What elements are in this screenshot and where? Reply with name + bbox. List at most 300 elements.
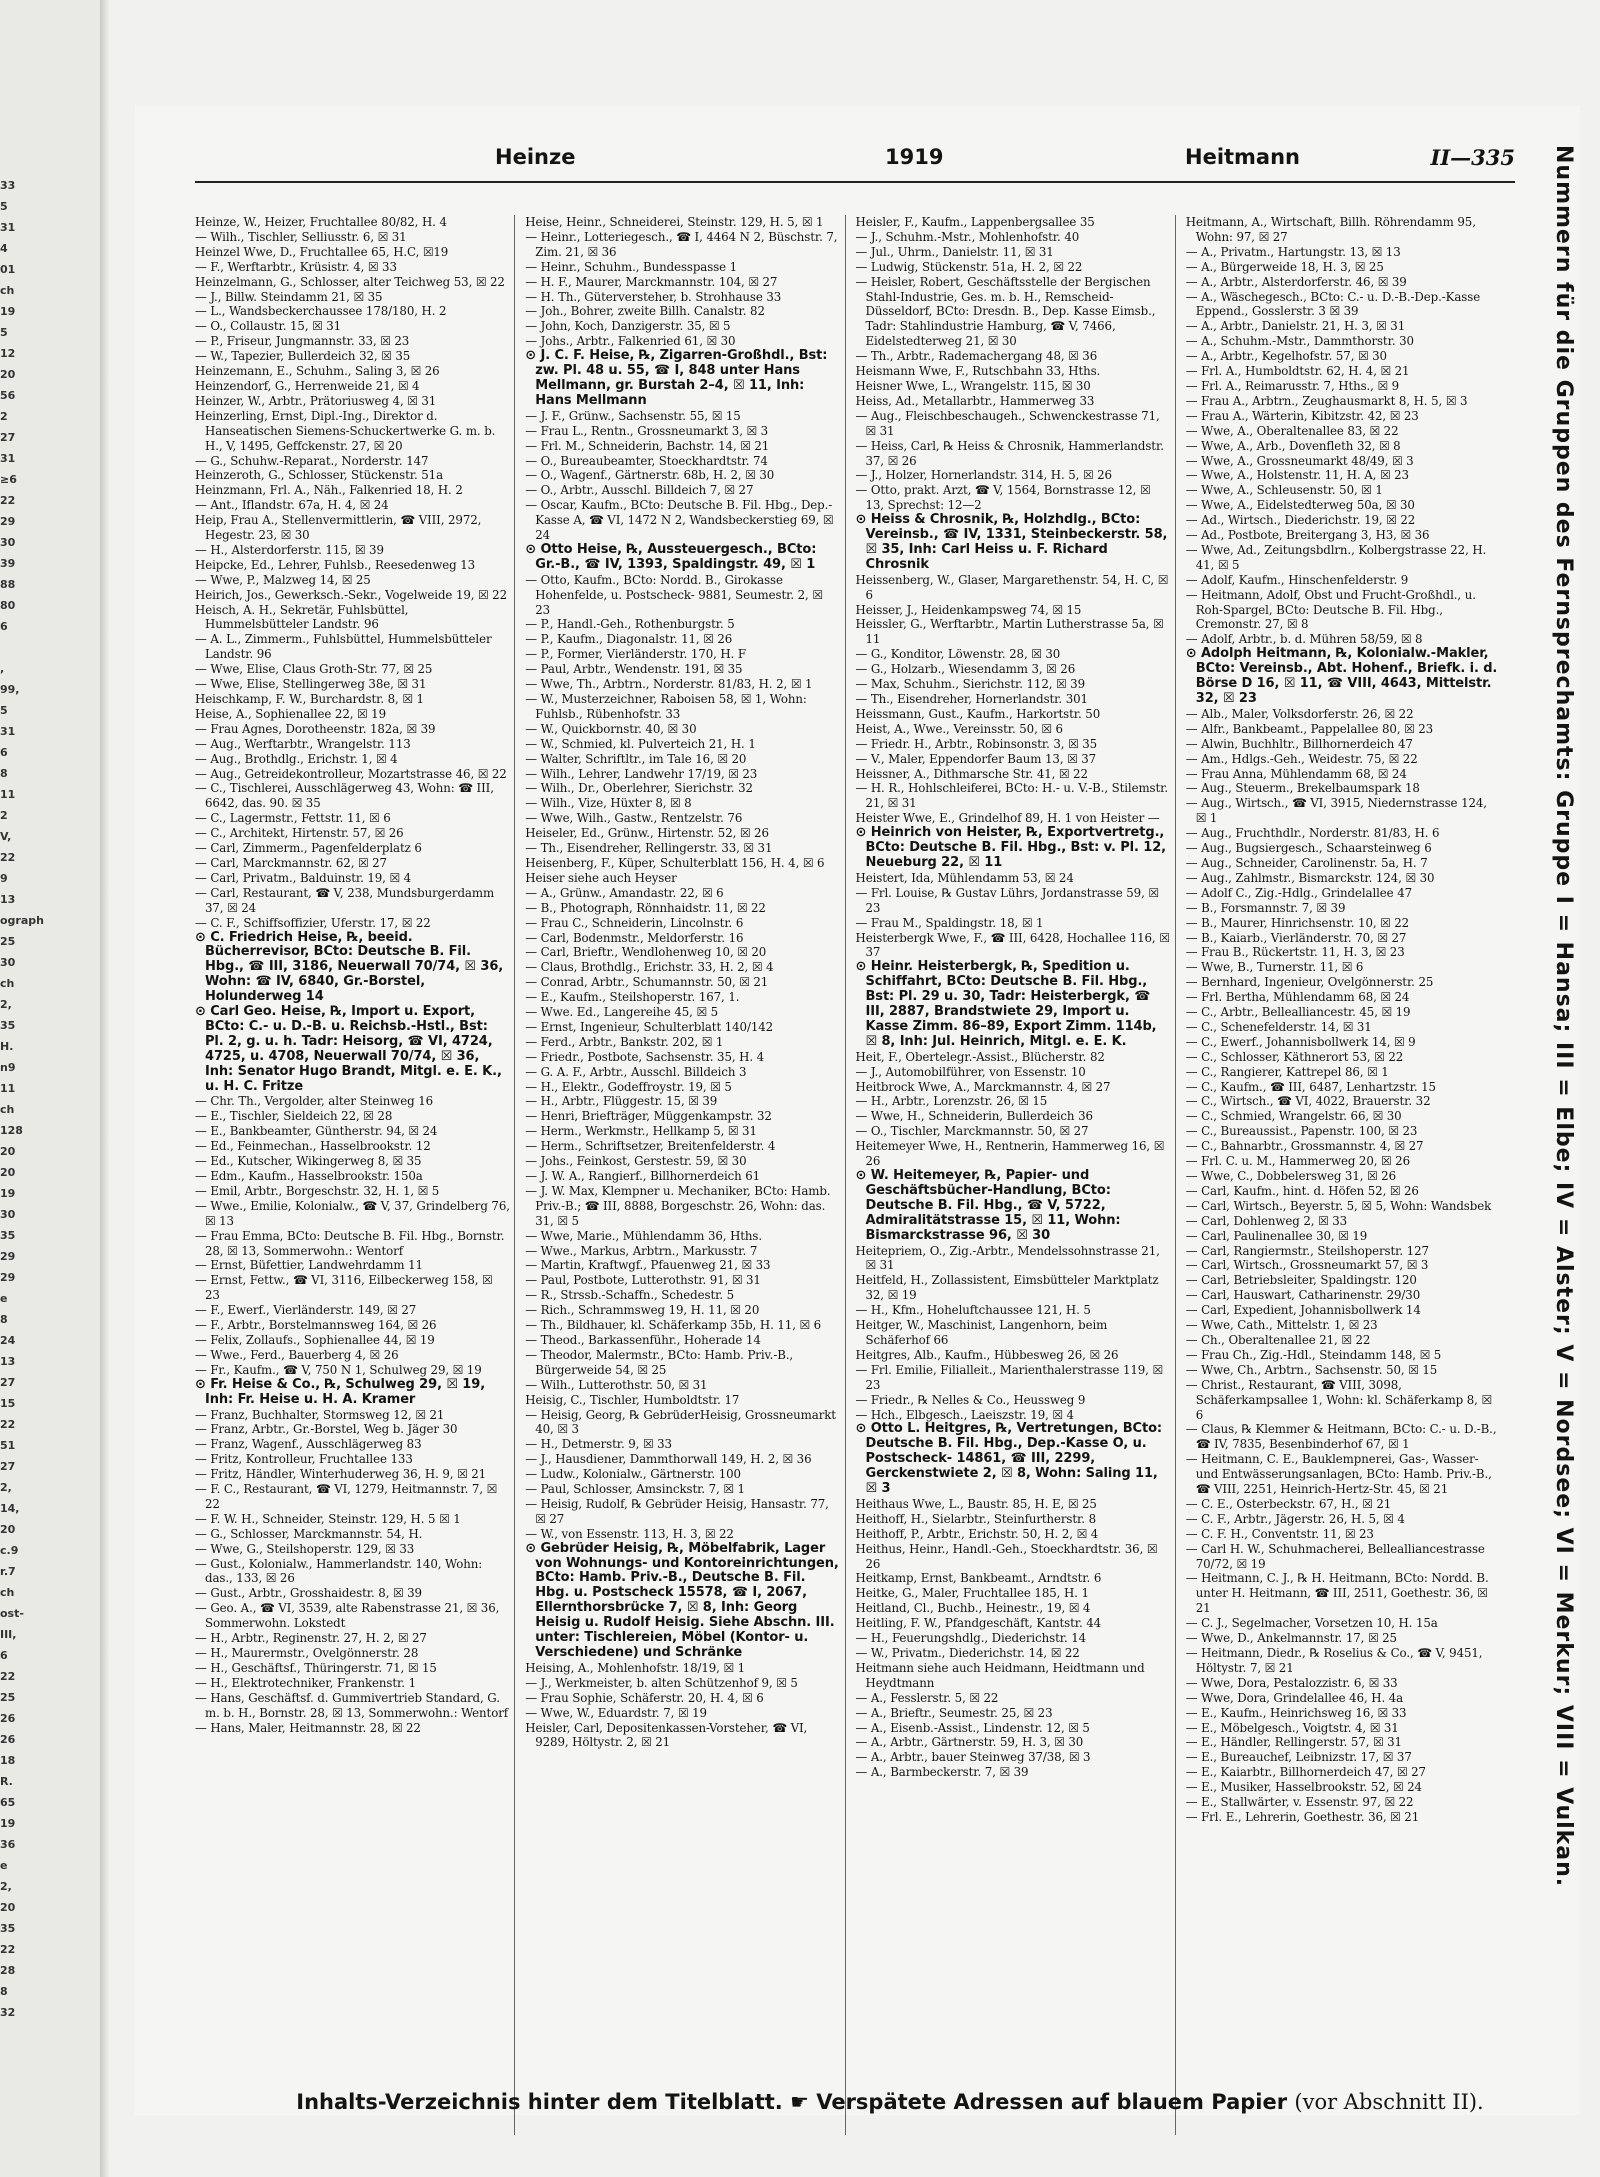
directory-entry: — H., Arbtr., Reginenstr. 27, H. 2, ☒ 27 (195, 1631, 427, 1646)
directory-entry: — A., Fesslerstr. 5, ☒ 22 (855, 1690, 999, 1705)
directory-entry: — Bernhard, Ingenieur, Ovelgönnerstr. 25 (1185, 975, 1434, 990)
directory-entry: — Paul, Schlosser, Amsinckstr. 7, ☒ 1 (525, 1482, 745, 1497)
directory-entry: — Frau A., Wärterin, Kibitzstr. 42, ☒ 23 (1185, 408, 1419, 423)
directory-entry: Heissler, G., Werftarbtr., Martin Lutherstrasse 5a, ☒ 11 (855, 617, 1164, 647)
directory-entry: — Carl, Paulinenallee 30, ☒ 19 (1185, 1228, 1368, 1243)
facing-page-fragment: III, (0, 1628, 17, 1641)
directory-entry: — Claus, ℞ Klemmer & Heitmann, BCto: C.- u. D.-B., ☎ IV, 7835, Besenbinderhof 67, ☒ 1 (1185, 1422, 1497, 1452)
directory-entry: — E., Möbelgesch., Voigtstr. 4, ☒ 31 (1185, 1720, 1399, 1735)
directory-entry: — A., Arbtr., Alsterdorferstr. 46, ☒ 39 (1185, 274, 1407, 289)
directory-entry: — A., Arbtr., bauer Steinweg 37/38, ☒ 3 (855, 1750, 1091, 1765)
directory-entry: — Wwe, Marie., Mühlendamm 36, Hths. (525, 1228, 763, 1243)
facing-page-fragment: 2, (0, 1481, 12, 1494)
directory-entry: — Gust., Kolonialw., Hammerlandstr. 140, Wohn: das., 133, ☒ 26 (195, 1556, 483, 1586)
directory-entry: — Ed., Feinmechan., Hasselbrookstr. 12 (195, 1139, 431, 1154)
directory-entry: — L., Wandsbeckerchaussee 178/180, H. 2 (195, 304, 447, 319)
directory-entry: — Wwe, B., Turnerstr. 11, ☒ 6 (1185, 960, 1364, 975)
directory-entry: — Wwe, C., Dobbelersweg 31, ☒ 26 (1185, 1169, 1396, 1183)
directory-entry: — A., Eisenb.-Assist., Lindenstr. 12, ☒ 5 (855, 1720, 1090, 1735)
facing-page-fragment: 24 (0, 1334, 16, 1347)
facing-page-fragment: 14, (0, 1502, 20, 1515)
directory-entry: Heitger, W., Maschinist, Langenhorn, beim Schäferhof 66 (855, 1318, 1108, 1347)
directory-entry: Heinzmann, Frl. A., Näh., Falkenried 18, H. 2 (195, 483, 463, 498)
directory-entry: — Carl, Wirtsch., Beyerstr. 5, ☒ 5, Wohn: Wandsbek (1185, 1198, 1492, 1213)
directory-entry: — C. E., Osterbeckstr. 67, H., ☒ 21 (1185, 1496, 1392, 1511)
directory-entry: — Frl. Louise, ℞ Gustav Lührs, Jordanstrasse 59, ☒ 23 (855, 885, 1159, 915)
directory-entry: — Frl. A., Humboldtstr. 62, H. 4, ☒ 21 (1185, 364, 1410, 379)
left-page-strip (0, 0, 110, 2177)
directory-entry: — Carl, Brieftr., Wendlohenweg 10, ☒ 20 (525, 945, 767, 960)
facing-page-fragment: 11 (0, 1082, 16, 1095)
directory-entry: — Heisler, Robert, Geschäftsstelle der Bergischen Stahl-Industrie, Ges. m. b. H., Remscheid-Düsseldorf, BCto: Dresdn. B., Dep. Kasse Eimsb., Tadr: Stahlindustrie Hamburg, ☎ V, 7466, Eidelstedterweg 21, ☒ 30 (855, 274, 1156, 349)
directory-entry: Heinze, W., Heizer, Fruchtallee 80/82, H. 4 (195, 215, 447, 229)
directory-entry: Heise, A., Sophienallee 22, ☒ 19 (195, 706, 386, 721)
directory-page (135, 105, 1580, 2115)
facing-page-fragment: e (0, 1292, 8, 1305)
facing-page-fragment: 5 (0, 326, 8, 339)
directory-entry: — Frl. Emilie, Filialleit., Marienthalerstrasse 119, ☒ 23 (855, 1362, 1163, 1392)
directory-entry: — Jul., Uhrm., Danielstr. 11, ☒ 31 (855, 244, 1054, 259)
directory-entry: — O., Tischler, Marckmannstr. 50, ☒ 27 (855, 1124, 1089, 1139)
directory-entry: — Frau Agnes, Dorotheenstr. 182a, ☒ 39 (195, 721, 436, 736)
header-first-entry: Heinze (495, 145, 576, 169)
directory-entry: Heisser, J., Heidenkampsweg 74, ☒ 15 (855, 602, 1082, 617)
facing-page-fragment: 13 (0, 893, 16, 906)
directory-entry: — B., Kaiarb., Vierländerstr. 70, ☒ 27 (1185, 930, 1407, 945)
directory-entry: — Frau L., Rentn., Grossneumarkt 3, ☒ 3 (525, 423, 769, 438)
column-3 (856, 215, 1176, 2135)
directory-entry: — G. A. F., Arbtr., Ausschl. Billdeich 3 (525, 1064, 747, 1079)
directory-entry: — Hans, Maler, Heitmannstr. 28, ☒ 22 (195, 1720, 421, 1735)
directory-entry: — B., Forsmannstr. 7, ☒ 39 (1185, 900, 1346, 915)
facing-page-fragment: 20 (0, 368, 16, 381)
facing-page-fragment: 2 (0, 809, 8, 822)
directory-entry: — Wwe, A., Eidelstedterweg 50a, ☒ 30 (1185, 498, 1415, 513)
directory-entry: — Franz, Buchhalter, Stormsweg 12, ☒ 21 (195, 1407, 445, 1422)
facing-page-fragment: 22 (0, 851, 16, 864)
facing-page-fragment: , (0, 662, 5, 675)
directory-entry: — J. W. A., Rangierf., Billhornerdeich 61 (525, 1169, 761, 1183)
facing-page-fragment: 20 (0, 1166, 16, 1179)
facing-page-fragment: V, (0, 830, 12, 843)
facing-page-fragment: 27 (0, 1376, 16, 1389)
directory-entry: ⊙ C. Friedrich Heise, ℞, beeid. Bücherrevisor, BCto: Deutsche B. Fil. Hbg., ☎ III, 3186, Neuerwall 70/74, ☒ 36, Wohn: ☎ IV, 6840, Gr.-Borstel, Holunderweg 14 (195, 929, 504, 1005)
facing-page-fragment: n9 (0, 1061, 16, 1074)
directory-entry: — F., Ewerf., Vierländerstr. 149, ☒ 27 (195, 1303, 417, 1318)
directory-entry: — Wwe, H., Schneiderin, Bullerdeich 36 (855, 1109, 1093, 1124)
directory-entry: Heischkamp, F. W., Burchardstr. 8, ☒ 1 (195, 692, 424, 706)
directory-entry: — A., Schuhm.-Mstr., Dammthorstr. 30 (1185, 334, 1414, 349)
directory-entry: — Wwe, G., Steilshoperstr. 129, ☒ 33 (195, 1541, 415, 1556)
facing-page-fragment: 56 (0, 389, 16, 402)
directory-entry: — C., Bureaussist., Papenstr. 100, ☒ 23 (1185, 1124, 1418, 1139)
directory-entry: — Adolf C., Zig.-Hdlg., Grindelallee 47 (1185, 885, 1413, 900)
directory-entry: — A., Brieftr., Seumestr. 25, ☒ 23 (855, 1705, 1053, 1720)
directory-entry: — Johs., Feinkost, Gerstestr. 59, ☒ 30 (525, 1154, 747, 1169)
directory-entry: — Adolf, Arbtr., b. d. Mühren 58/59, ☒ 8 (1185, 632, 1423, 647)
facing-page-fragment: r.7 (0, 1565, 16, 1578)
directory-entry: — Carl, Privatm., Balduinstr. 19, ☒ 4 (195, 870, 412, 885)
directory-entry: — E., Bureauchef, Leibnizstr. 17, ☒ 37 (1185, 1750, 1412, 1765)
facing-page-fragment: 30 (0, 956, 16, 969)
directory-entry: — Frl. M., Schneiderin, Bachstr. 14, ☒ 21 (525, 438, 770, 453)
facing-page-fragment: 27 (0, 1460, 16, 1473)
facing-page-fragment: 5 (0, 704, 8, 717)
directory-entry: — Ch., Oberaltenallee 21, ☒ 22 (1185, 1332, 1371, 1347)
facing-page-fragment: 128 (0, 1124, 23, 1137)
facing-page-fragment: 20 (0, 1145, 16, 1158)
directory-entry: Heitmann siehe auch Heidmann, Heidtmann und Heydtmann (855, 1660, 1145, 1690)
directory-entry: — B., Maurer, Hinrichsenstr. 10, ☒ 22 (1185, 915, 1410, 930)
directory-entry: — Hans, Geschäftsf. d. Gummivertrieb Standard, G. m. b. H., Bornstr. 28, ☒ 13, Sommerwohn.: Wentorf (195, 1690, 509, 1720)
directory-entry: Heist, A., Wwe., Vereinsstr. 50, ☒ 6 (855, 721, 1063, 736)
directory-entry: ⊙ Gebrüder Heisig, ℞, Möbelfabrik, Lager von Wohnungs- und Kontoreinrichtungen, BCto: Hamb. Priv.-B., Deutsche B. Fil. Hbg. u. Postscheck 15578, ☎ I, 2067, Ellernthorsbrücke 7, ☒ 8, Inh: Georg Heisig u. Rudolf Heisig. Siehe Abschn. III. unter: Tischlereien, Möbel (Kontor- u. Verschiedene) und Schränke (525, 1540, 839, 1660)
header-year: 1919 (885, 145, 944, 169)
directory-entry: Heithoff, P., Arbtr., Erichstr. 50, H. 2, ☒ 4 (855, 1526, 1099, 1541)
facing-page-fragment: R. (0, 1775, 13, 1788)
directory-entry: Heisch, A. H., Sekretär, Fuhlsbüttel, Hummelsbütteler Landstr. 96 (195, 602, 409, 632)
facing-page-fragment: 31 (0, 221, 16, 234)
directory-entry: — A., Wäschegesch., BCto: C.- u. D.-B.-Dep.-Kasse Eppend., Gosslerstr. 3 ☒ 39 (1185, 289, 1481, 319)
directory-entry: — Otto, prakt. Arzt, ☎ V, 1564, Bornstrasse 12, ☒ 13, Sprechst: 12—2 (855, 483, 1151, 513)
facing-page-fragment: e (0, 1859, 8, 1872)
directory-entry: — E., Kaufm., Steilshoperstr. 167, 1. (525, 990, 740, 1005)
directory-entry: — Theodor, Malermstr., BCto: Hamb. Priv.-B., Bürgerweide 54, ☒ 25 (525, 1347, 794, 1377)
directory-entry: — Otto, Kaufm., BCto: Nordd. B., Girokasse Hohenfelde, u. Postscheck- 9881, Seumestr. 2, ☒ 23 (525, 572, 823, 617)
directory-entry: ⊙ Fr. Heise & Co., ℞, Schulweg 29, ☒ 19, Inh: Fr. Heise u. H. A. Kramer (195, 1376, 486, 1407)
directory-entry: Heissenberg, W., Glaser, Margarethenstr. 54, H. C, ☒ 6 (855, 572, 1169, 602)
directory-entry: — Fr., Kaufm., ☎ V, 750 N 1, Schulweg 29, ☒ 19 (195, 1362, 482, 1377)
directory-entry: ⊙ Heiss & Chrosnik, ℞, Holzhdlg., BCto: Vereinsb., ☎ IV, 1331, Steinbeckerstr. 58, ☒ 35, Inh: Carl Heiss u. F. Richard Chrosnik (855, 512, 1168, 572)
directory-entry: — G., Holzarb., Wiesendamm 3, ☒ 26 (855, 662, 1076, 677)
directory-entry: — Henri, Briefträger, Müggenkampstr. 32 (525, 1109, 772, 1124)
directory-entry: — A., Arbtr., Kegelhofstr. 57, ☒ 30 (1185, 349, 1387, 364)
directory-entry: — J. F., Grünw., Sachsenstr. 55, ☒ 15 (525, 408, 741, 423)
page-number: II—335 (1430, 145, 1515, 170)
facing-page-fragment: ch (0, 284, 15, 297)
directory-entry: — Franz, Arbtr., Gr.-Borstel, Weg b. Jäger 30 (195, 1422, 458, 1437)
directory-entry: — Aug., Werftarbtr., Wrangelstr. 113 (195, 736, 411, 751)
directory-entry: — Heitmann, C. E., Bauklempnerei, Gas-, Wasser- und Entwässerungsanlagen, BCto: Hamb. Priv.-B., ☎ VIII, 2251, Heinrich-Hertz-Str. 45, ☒ 21 (1185, 1452, 1492, 1497)
directory-entry: — P., Friseur, Jungmannstr. 33, ☒ 23 (195, 334, 410, 349)
directory-entry: — Friedr., Postbote, Sachsenstr. 35, H. 4 (525, 1049, 765, 1064)
facing-page-fragment: 29 (0, 1250, 16, 1263)
directory-entry: — F. W. H., Schneider, Steinstr. 129, H. 5 ☒ 1 (195, 1511, 461, 1526)
directory-entry: ⊙ Otto L. Heitgres, ℞, Vertretungen, BCto: Deutsche B. Fil. Hbg., Dep.-Kasse O, u. Postscheck- 14861, ☎ III, 2299, Gerckenstwiete 2, ☒ 8, Wohn: Saling 11, ☒ 3 (855, 1421, 1163, 1497)
directory-entry: — C., Schlosser, Käthnerort 53, ☒ 22 (1185, 1049, 1404, 1064)
facing-page-fragment: 27 (0, 431, 16, 444)
directory-entry: — H., Kfm., Hoheluftchaussee 121, H. 5 (855, 1303, 1091, 1318)
directory-entry: — Th., Arbtr., Rademachergang 48, ☒ 36 (855, 349, 1098, 364)
directory-entry: — Heitmann, Diedr., ℞ Roselius & Co., ☎ V, 9451, Höltystr. 7, ☒ 21 (1185, 1646, 1483, 1675)
directory-entry: — P., Handl.-Geh., Rothenburgstr. 5 (525, 617, 735, 632)
directory-entry: — H., Arbtr., Lorenzstr. 26, ☒ 15 (855, 1094, 1048, 1109)
facing-page-fragment: 2 (0, 410, 8, 423)
directory-entry: — Wwe, Wilh., Gastw., Rentzelstr. 76 (525, 811, 743, 826)
directory-entry: — Herm., Werkmstr., Hellkamp 5, ☒ 31 (525, 1124, 757, 1139)
directory-entry: — Carl, Hauswart, Catharinenstr. 29/30 (1185, 1288, 1421, 1303)
directory-entry: — Aug., Wirtsch., ☎ VI, 3915, Niedernstrasse 124, ☒ 1 (1185, 796, 1487, 826)
facing-page-fragment: H. (0, 1040, 14, 1053)
directory-entry: Heiss, Ad., Metallarbtr., Hammerweg 33 (855, 393, 1095, 408)
facing-page-fragment: 20 (0, 1901, 16, 1914)
directory-entry: — C. F., Arbtr., Jägerstr. 26, H. 5, ☒ 4 (1185, 1511, 1405, 1526)
facing-page-fragment: 22 (0, 494, 16, 507)
directory-entry: Heiser siehe auch Heyser (525, 870, 677, 885)
directory-entry: — J., Automobilführer, von Essenstr. 10 (855, 1064, 1086, 1079)
directory-entry: — Heitmann, Adolf, Obst und Frucht-Großhdl., u. Roh-Spargel, BCto: Deutsche B. Fil. Hbg., Cremonstr. 27, ☒ 8 (1185, 587, 1476, 632)
directory-entry: Heisig, C., Tischler, Humboldtstr. 17 (525, 1392, 740, 1407)
facing-page-fragment: 11 (0, 788, 16, 801)
directory-entry: — C., Wirtsch., ☎ VI, 4022, Brauerstr. 32 (1185, 1094, 1431, 1109)
directory-entry: — O., Bureaubeamter, Stoeckhardtstr. 74 (525, 453, 768, 468)
directory-entry: Heitgres, Alb., Kaufm., Hübbesweg 26, ☒ 26 (855, 1347, 1119, 1362)
directory-entry: — W., Musterzeichner, Raboisen 58, ☒ 1, Wohn: Fuhlsb., Rübenhofstr. 33 (525, 692, 807, 721)
directory-entry: Heirich, Jos., Gewerksch.-Sekr., Vogelweide 19, ☒ 22 (195, 587, 507, 602)
directory-entry: — E., Tischler, Sieldeich 22, ☒ 28 (195, 1109, 393, 1124)
facing-page-fragment: ch (0, 977, 15, 990)
directory-entry: Heiseler, Ed., Grünw., Hirtenstr. 52, ☒ 26 (525, 826, 769, 841)
facing-page-fragment: 26 (0, 1712, 16, 1725)
directory-entry: Heising, A., Mohlenhofstr. 18/19, ☒ 1 (525, 1660, 745, 1675)
directory-entry: — Hch., Elbgesch., Laeiszstr. 19, ☒ 4 (855, 1407, 1074, 1422)
directory-entry: — H., Geschäftsf., Thüringerstr. 71, ☒ 15 (195, 1660, 437, 1675)
directory-entry: — E., Stallwärter, v. Essenstr. 97, ☒ 22 (1185, 1795, 1414, 1810)
directory-entry: — C., Tischlerei, Ausschlägerweg 43, Wohn: ☎ III, 6642, das. 90. ☒ 35 (195, 781, 494, 811)
directory-entry: — Wwe, A., Arb., Dovenfleth 32, ☒ 8 (1185, 438, 1401, 453)
directory-entry: Heister Wwe, E., Grindelhof 89, H. 1 von Heister — (855, 811, 1160, 826)
directory-entry: Heinzelmann, G., Schlosser, alter Teichweg 53, ☒ 22 (195, 274, 505, 289)
facing-page-fragment: 19 (0, 1187, 16, 1200)
facing-page-fragment: 35 (0, 1922, 16, 1935)
directory-entry: — Gust., Arbtr., Grosshaidestr. 8, ☒ 39 (195, 1586, 422, 1601)
directory-entry: Heisler, F., Kaufm., Lappenbergsallee 35 (855, 215, 1095, 229)
facing-page-fragment: ch (0, 1586, 15, 1599)
directory-entry: — Paul, Postbote, Lutterothstr. 91, ☒ 31 (525, 1273, 761, 1288)
facing-page-fragment: 13 (0, 1355, 16, 1368)
facing-page-fragment: 31 (0, 725, 16, 738)
directory-entry: Heit, F., Obertelegr.-Assist., Blücherstr. 82 (855, 1049, 1105, 1064)
directory-entry: — Frau A., Arbtrn., Zeughausmarkt 8, H. 5, ☒ 3 (1185, 393, 1468, 408)
directory-entry: — H. R., Hohlschleiferei, BCto: H.- u. V.-B., Stilemstr. 21, ☒ 31 (855, 781, 1169, 811)
facing-page-fragment: 19 (0, 1817, 16, 1830)
directory-entry: — C., Architekt, Hirtenstr. 57, ☒ 26 (195, 826, 404, 841)
directory-entry: — Ferd., Arbtr., Bankstr. 202, ☒ 1 (525, 1034, 724, 1049)
directory-entry: — Herm., Schriftsetzer, Breitenfelderstr. 4 (525, 1139, 776, 1154)
facing-page-fragment: 99, (0, 683, 20, 696)
directory-entry: — W., Quickbornstr. 40, ☒ 30 (525, 721, 697, 736)
directory-entry: — J., Hausdiener, Dammthorwall 149, H. 2, ☒ 36 (525, 1452, 812, 1467)
directory-entry: — O., Arbtr., Ausschl. Billdeich 7, ☒ 27 (525, 483, 754, 498)
facing-page-fragment: 31 (0, 452, 16, 465)
sidebar-text: Nummern für die Gruppen des Fernsprechamts: Gruppe I = Hansa; III = Elbe; IV = Alster; V = Nordsee; VI = Merkur; VIII = Vulkan. (1551, 145, 1576, 1888)
directory-entry: — Joh., Bohrer, zweite Billh. Canalstr. 82 (525, 304, 765, 319)
directory-entry: — Frau B., Rückertstr. 11, H. 3, ☒ 23 (1185, 945, 1405, 960)
directory-entry: — W., Schmied, kl. Pulverteich 21, H. 1 (525, 736, 756, 751)
directory-entry: — Alwin, Buchhltr., Billhornerdeich 47 (1185, 736, 1413, 751)
directory-entry: — Wwe, Dora, Pestalozzistr. 6, ☒ 33 (1185, 1675, 1398, 1690)
directory-entry: — Ernst, Fettw., ☎ VI, 3116, Eilbeckerweg 158, ☒ 23 (195, 1273, 493, 1303)
directory-entry: — Carl, Expedient, Johannisbollwerk 14 (1185, 1303, 1421, 1318)
facing-page-fragment: 26 (0, 1733, 16, 1746)
directory-entry: Heinzerling, Ernst, Dipl.-Ing., Direktor d. Hanseatischen Siemens-Schuckertwerke G. m. b. H., V, 1495, Geffckenstr. 27, ☒ 20 (195, 408, 496, 453)
pointing-hand-icon: ☛ (790, 2090, 809, 2114)
facing-page-fragment: 65 (0, 1796, 16, 1809)
directory-entry: — Carl, Betriebsleiter, Spaldingstr. 120 (1185, 1273, 1417, 1288)
directory-entry: — Paul, Arbtr., Wendenstr. 191, ☒ 35 (525, 662, 743, 677)
directory-entry: — Frl. C. u. M., Hammerweg 20, ☒ 26 (1185, 1154, 1410, 1169)
directory-entry: — Ernst, Büfettier, Landwehrdamm 11 (195, 1258, 423, 1273)
directory-entry: Heisner Wwe, L., Wrangelstr. 115, ☒ 30 (855, 378, 1091, 393)
directory-entry: — Wilh., Tischler, Selliusstr. 6, ☒ 31 (195, 229, 407, 244)
directory-entry: — Frl. Bertha, Mühlendamm 68, ☒ 24 (1185, 990, 1410, 1005)
facing-page-fragment: 4 (0, 242, 8, 255)
directory-entry: — Heisig, Rudolf, ℞ Gebrüder Heisig, Hansastr. 77, ☒ 27 (525, 1496, 829, 1526)
directory-entry: — Ernst, Ingenieur, Schulterblatt 140/142 (525, 1019, 774, 1034)
directory-entry: — Ludw., Kolonialw., Gärtnerstr. 100 (525, 1467, 741, 1482)
directory-entry: Heithus, Heinr., Handl.-Geh., Stoeckhardtstr. 36, ☒ 26 (855, 1541, 1158, 1571)
directory-entry: — Aug., Zahlmstr., Bismarckstr. 124, ☒ 30 (1185, 870, 1435, 885)
facing-page-fragment: 2, (0, 1880, 12, 1893)
facing-page-fragment: 29 (0, 515, 16, 528)
directory-entry: — Wwe, A., Holstenstr. 11, H. A, ☒ 23 (1185, 468, 1409, 483)
directory-entry: — H., Elektrotechniker, Frankenstr. 1 (195, 1675, 416, 1690)
directory-entry: Heinzeroth, G., Schlosser, Stückenstr. 51a (195, 468, 443, 483)
facing-page-fragment: 25 (0, 935, 16, 948)
directory-entry: — Friedr., ℞ Nelles & Co., Heussweg 9 (855, 1392, 1086, 1407)
facing-page-fragment: 8 (0, 1985, 8, 1998)
directory-entry: Heitfeld, H., Zollassistent, Eimsbütteler Marktplatz 32, ☒ 19 (855, 1273, 1159, 1303)
facing-page-fragment: 22 (0, 1418, 16, 1431)
facing-page-fragment: 80 (0, 599, 16, 612)
directory-entry: — Wwe, D., Ankelmannstr. 17, ☒ 25 (1185, 1631, 1397, 1646)
directory-entry: — A., Arbtr., Danielstr. 21, H. 3, ☒ 31 (1185, 319, 1406, 334)
directory-entry: Heitemeyer Wwe, H., Rentnerin, Hammerweg 16, ☒ 26 (855, 1139, 1165, 1169)
facing-page-fragment: 22 (0, 1670, 16, 1683)
directory-entry: — Wilh., Vize, Hüxter 8, ☒ 8 (525, 796, 692, 811)
directory-entry: — Carl, Marckmannstr. 62, ☒ 27 (195, 855, 387, 870)
directory-entry: — Heitmann, C. J., ℞ H. Heitmann, BCto: Nordd. B. unter H. Heitmann, ☎ III, 2511, Goethestr. 36, ☒ 21 (1185, 1571, 1489, 1616)
directory-entry: — P., Former, Vierländerstr. 170, H. F (525, 647, 746, 662)
directory-entry: ⊙ J. C. F. Heise, ℞, Zigarren-Großhdl., Bst: zw. Pl. 48 u. 55, ☎ I, 848 unter Hans Mellmann, gr. Burstah 2–4, ☒ 11, Inh: Hans Mellmann (525, 348, 828, 408)
directory-entry: — Frau Ch., Zig.-Hdl., Steindamm 148, ☒ 5 (1185, 1347, 1442, 1362)
directory-entry: — Wwe, A., Oberaltenallee 83, ☒ 22 (1185, 423, 1399, 438)
directory-entry: — Theod., Barkassenführ., Hoherade 14 (525, 1332, 761, 1347)
directory-entry: — B., Photograph, Rönnhaidstr. 11, ☒ 22 (525, 900, 766, 915)
directory-entry: — Emil, Arbtr., Borgeschstr. 32, H. 1, ☒ 5 (195, 1183, 440, 1198)
directory-entry: Heithaus Wwe, L., Baustr. 85, H. E, ☒ 25 (855, 1496, 1097, 1511)
directory-entry: — E., Musiker, Hasselbrookstr. 52, ☒ 24 (1185, 1780, 1422, 1795)
directory-entry: — Carl, Kaufm., hint. d. Höfen 52, ☒ 26 (1185, 1183, 1419, 1198)
directory-entry: Heitland, Cl., Buchb., Heinestr., 19, ☒ 4 (855, 1601, 1091, 1616)
directory-entry: — Conrad, Arbtr., Schumannstr. 50, ☒ 21 (525, 975, 769, 990)
directory-entry: Heistert, Ida, Mühlendamm 53, ☒ 24 (855, 870, 1074, 885)
facing-page-fragment: 33 (0, 179, 16, 192)
directory-entry: — Felix, Zollaufs., Sophienallee 44, ☒ 19 (195, 1332, 435, 1347)
directory-entry: — Carl, Rangiermstr., Steilshoperstr. 127 (1185, 1243, 1429, 1258)
directory-entry: — C., Kaufm., ☎ III, 6487, Lenhartzstr. 15 (1185, 1079, 1436, 1094)
directory-entry: — Ed., Kutscher, Wikingerweg 8, ☒ 35 (195, 1154, 422, 1169)
directory-entry: Heinzel Wwe, D., Fruchtallee 65, H.C, ☒19 (195, 244, 449, 259)
directory-entry: — Aug., Getreidekontrolleur, Mozartstrasse 46, ☒ 22 (195, 766, 507, 781)
directory-entry: — Aug., Bugsiergesch., Schaarsteinweg 6 (1185, 841, 1432, 856)
facing-page-fragment: 15 (0, 1397, 16, 1410)
directory-entry: — O., Collaustr. 15, ☒ 31 (195, 319, 342, 334)
directory-entry: — Heinr., Lotteriegesch., ☎ I, 4464 N 2, Büschstr. 7, Zim. 21, ☒ 36 (525, 229, 838, 259)
directory-entry: — Max, Schuhm., Sierichstr. 112, ☒ 39 (855, 677, 1085, 692)
directory-entry: Heip, Frau A., Stellenvermittlerin, ☎ VIII, 2972, Hegestr. 23, ☒ 30 (195, 513, 482, 543)
facing-page-fragment: 88 (0, 578, 16, 591)
directory-entry: — Frau M., Spaldingstr. 18, ☒ 1 (855, 915, 1044, 930)
directory-entry: — H., Arbtr., Flüggestr. 15, ☒ 39 (525, 1094, 718, 1109)
directory-entry: — Wilh., Lehrer, Landwehr 17/19, ☒ 23 (525, 766, 758, 781)
directory-entry: — Claus, Brothdlg., Erichstr. 33, H. 2, ☒ 4 (525, 960, 774, 975)
directory-entry: Heitling, F. W., Pfandgeschäft, Kantstr. 44 (855, 1616, 1102, 1631)
directory-entry: — Aug., Brothdlg., Erichstr. 1, ☒ 4 (195, 751, 398, 766)
directory-entry: — P., Kaufm., Diagonalstr. 11, ☒ 26 (525, 632, 733, 647)
entry-columns (195, 215, 1505, 2135)
directory-entry: — Heisig, Georg, ℞ GebrüderHeisig, Grossneumarkt 40, ☒ 3 (525, 1407, 836, 1437)
directory-entry: — C., Lagermstr., Fettstr. 11, ☒ 6 (195, 811, 391, 826)
directory-entry: Heitbrock Wwe, A., Marckmannstr. 4, ☒ 27 (855, 1079, 1111, 1094)
facing-page-fragment: 12 (0, 347, 16, 360)
directory-entry: — Wwe, Dora, Grindelallee 46, H. 4a (1185, 1690, 1404, 1705)
directory-entry: — A., Privatm., Hartungstr. 13, ☒ 13 (1185, 244, 1401, 259)
facing-page-fragment: 30 (0, 536, 16, 549)
directory-entry: — J., Werkmeister, b. alten Schützenhof 9, ☒ 5 (525, 1675, 798, 1690)
directory-entry: — Wwe, Cath., Mittelstr. 1, ☒ 23 (1185, 1318, 1378, 1333)
directory-entry: — Aug., Fleischbeschaugeh., Schwenckestrasse 71, ☒ 31 (855, 408, 1160, 438)
directory-entry: — Alb., Maler, Volksdorferstr. 26, ☒ 22 (1185, 706, 1414, 721)
directory-entry: — Wilh., Dr., Oberlehrer, Sierichstr. 32 (525, 781, 753, 796)
directory-entry: — C., Bahnarbtr., Grossmannstr. 4, ☒ 27 (1185, 1139, 1424, 1154)
directory-entry: — Chr. Th., Vergolder, alter Steinweg 16 (195, 1094, 434, 1109)
directory-entry: — Frl. E., Lehrerin, Goethestr. 36, ☒ 21 (1185, 1809, 1420, 1824)
directory-entry: — Aug., Schneider, Carolinenstr. 5a, H. 7 (1185, 855, 1428, 870)
directory-entry: — W., Tapezier, Bullerdeich 32, ☒ 35 (195, 349, 411, 364)
directory-entry: — Ludwig, Stückenstr. 51a, H. 2, ☒ 22 (855, 259, 1083, 274)
column-1 (195, 215, 515, 2135)
directory-entry: — Johs., Arbtr., Falkenried 61, ☒ 30 (525, 334, 736, 349)
directory-entry: — C., Rangierer, Kattrepel 86, ☒ 1 (1185, 1064, 1389, 1079)
facing-page-fragment: ch (0, 1103, 15, 1116)
directory-entry: — Wwe, Elise, Stellingerweg 38e, ☒ 31 (195, 677, 427, 692)
page-gutter (100, 0, 110, 2177)
directory-entry: — Wwe, Th., Arbtrn., Norderstr. 81/83, H. 2, ☒ 1 (525, 677, 813, 692)
directory-entry: ⊙ Carl Geo. Heise, ℞, Import u. Export, BCto: C.- u. D.-B. u. Reichsb.-Hstl., Bst: Pl. 2, g. u. h. Tadr: Heisorg, ☎ VI, 4724, 4725, u. 4708, Neuerwall 70/74, ☒ 36, Inh: Senator Hugo Brandt, Mitgl. e. E. K., u. H. C. Fritze (195, 1004, 502, 1094)
page-header (195, 141, 1515, 183)
facing-page-fragment: 6 (0, 620, 8, 633)
footer-section-note: (vor Abschnitt II). (1294, 2090, 1484, 2114)
directory-entry: — C. J., Segelmacher, Vorsetzen 10, H. 15a (1185, 1616, 1438, 1631)
directory-entry: — Geo. A., ☎ VI, 3539, alte Rabenstrasse 21, ☒ 36, Sommerwohn. Lokstedt (195, 1601, 500, 1631)
directory-entry: — Friedr. H., Arbtr., Robinsonstr. 3, ☒ 35 (855, 736, 1098, 751)
directory-entry: — Fritz, Kontrolleur, Fruchtallee 133 (195, 1452, 413, 1467)
directory-entry: — Adolf, Kaufm., Hinschenfelderstr. 9 (1185, 572, 1409, 587)
directory-entry: — Wwe. Ed., Langereihe 45, ☒ 5 (525, 1005, 718, 1020)
facing-page-fragment: 39 (0, 557, 16, 570)
directory-entry: — R., Strssb.-Schaffn., Schedestr. 5 (525, 1288, 735, 1303)
directory-entry: — Frau Sophie, Schäferstr. 20, H. 4, ☒ 6 (525, 1690, 764, 1705)
directory-entry: — Edm., Kaufm., Hasselbrookstr. 150a (195, 1169, 423, 1183)
facing-page-fragment: 2, (0, 998, 12, 1011)
directory-entry: — Walter, Schriftltr., im Tale 16, ☒ 20 (525, 751, 747, 766)
directory-entry: — V., Maler, Eppendorfer Baum 13, ☒ 37 (855, 751, 1097, 766)
facing-page-fragment: 18 (0, 1754, 16, 1767)
directory-entry: — Carl, Wirtsch., Grossneumarkt 57, ☒ 3 (1185, 1258, 1429, 1273)
facing-page-fragment: c.9 (0, 1544, 19, 1557)
directory-entry: — F. C., Restaurant, ☎ VI, 1279, Heitmannstr. 7, ☒ 22 (195, 1482, 498, 1511)
